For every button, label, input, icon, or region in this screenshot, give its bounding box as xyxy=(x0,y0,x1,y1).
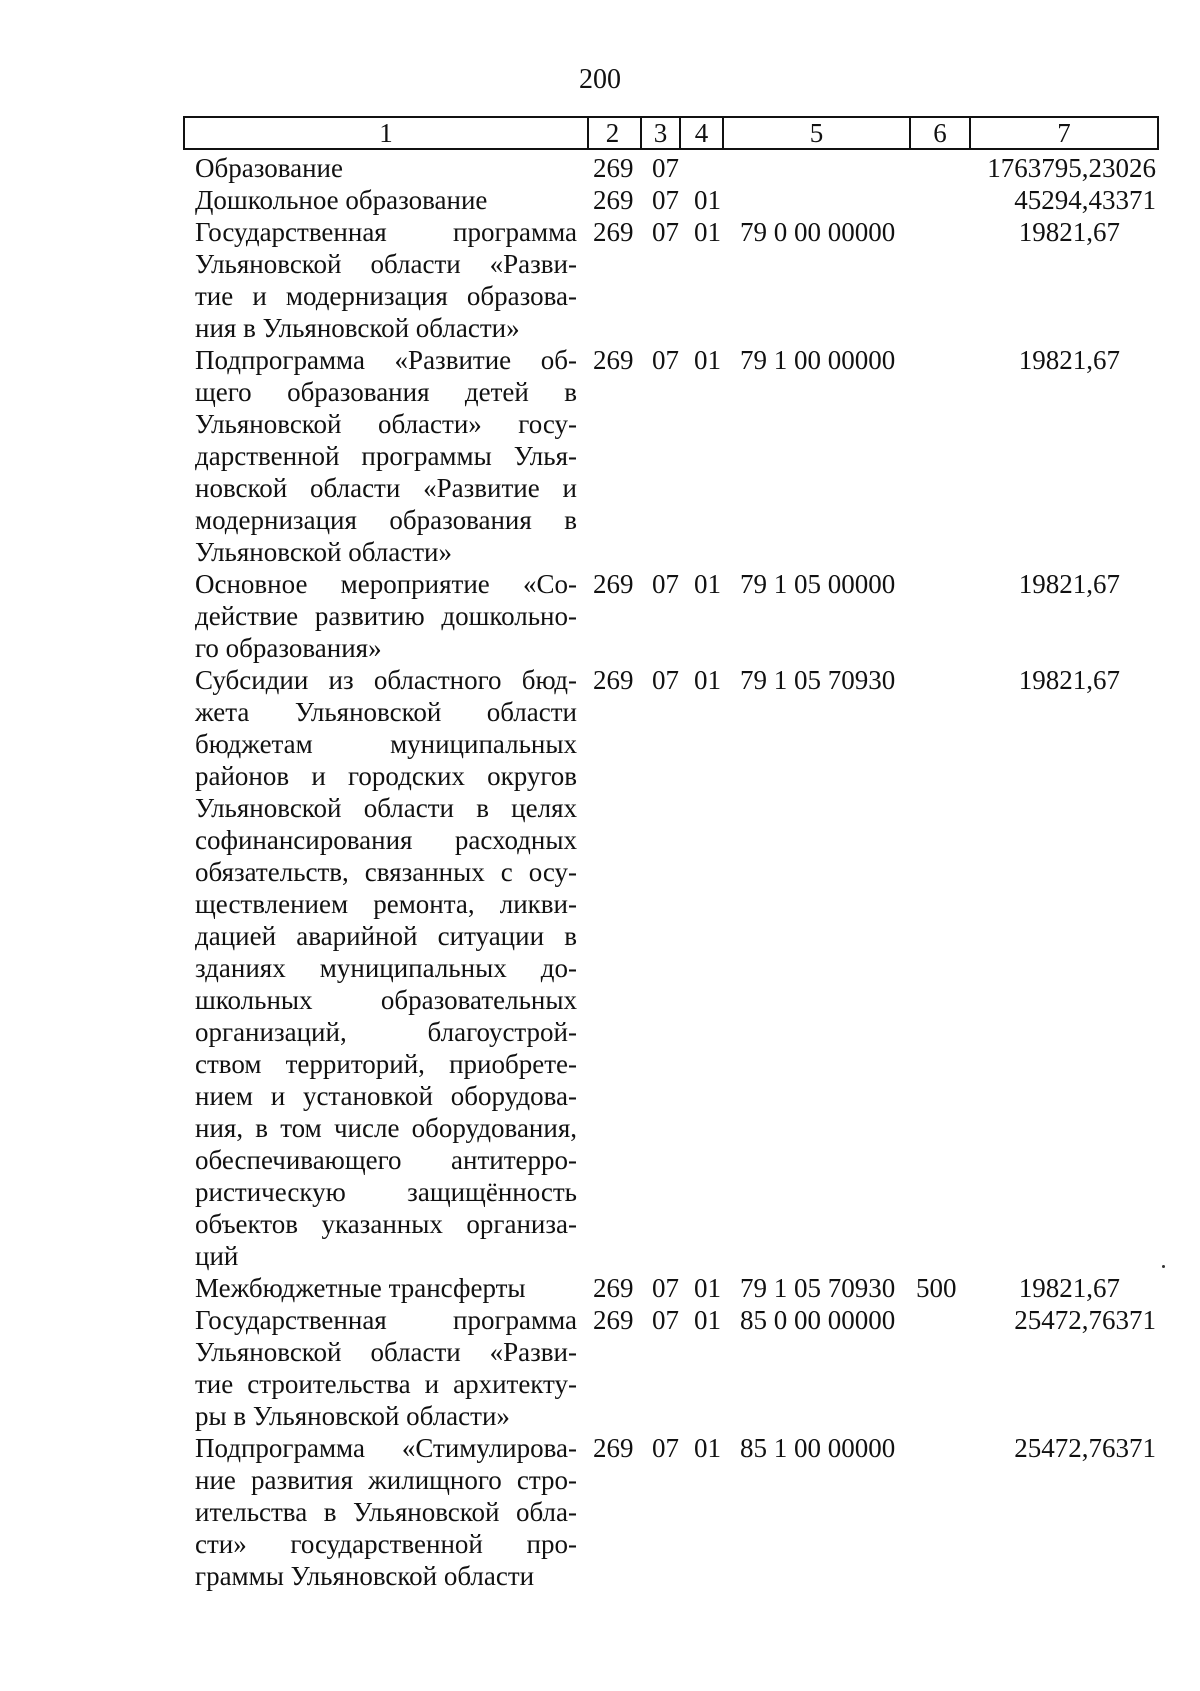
description-line: Подпрограмма «Развитие об- xyxy=(195,345,577,375)
description-line: обязательств, связанных с осу- xyxy=(195,857,577,887)
description-line: новской области «Развитие и xyxy=(195,473,577,503)
row-c4: 01 xyxy=(694,1305,721,1335)
header-col-1: 1 xyxy=(183,116,589,150)
row-c2: 269 xyxy=(593,569,634,599)
table-row xyxy=(0,152,1200,184)
description-line: ительства в Ульяновской обла- xyxy=(195,1497,577,1527)
description-line: граммы Ульяновской области xyxy=(195,1561,535,1591)
description-line: Основное мероприятие «Со- xyxy=(195,569,577,599)
scan-speck xyxy=(1162,1265,1165,1268)
description-line: дарственной программы Улья- xyxy=(195,441,577,471)
description-line: ством территорий, приобрете- xyxy=(195,1049,577,1079)
row-c3: 07 xyxy=(652,1305,679,1335)
row-amount: 1763795,23026 xyxy=(987,153,1156,183)
row-c3: 07 xyxy=(652,569,679,599)
description-line: Межбюджетные трансферты xyxy=(195,1273,526,1303)
description-line: Образование xyxy=(195,153,343,183)
row-c5: 85 1 00 00000 xyxy=(740,1433,896,1463)
table-row xyxy=(0,216,1200,344)
description-line: Ульяновской области» госу- xyxy=(195,409,577,439)
description-line: Государственная программа xyxy=(195,217,577,247)
row-c6: 500 xyxy=(916,1273,957,1303)
row-c2: 269 xyxy=(593,217,634,247)
row-amount: 25472,76371 xyxy=(1014,1305,1156,1335)
row-c5: 79 1 05 70930 xyxy=(740,1273,896,1303)
description-line: зданиях муниципальных до- xyxy=(195,953,577,983)
header-col-7: 7 xyxy=(971,116,1159,150)
row-c4: 01 xyxy=(694,1273,721,1303)
description-line: жета Ульяновской области xyxy=(195,697,577,727)
row-c2: 269 xyxy=(593,1305,634,1335)
row-c3: 07 xyxy=(652,153,679,183)
description-line: объектов указанных организа- xyxy=(195,1209,577,1239)
row-c5: 85 0 00 00000 xyxy=(740,1305,896,1335)
row-c2: 269 xyxy=(593,665,634,695)
row-c4: 01 xyxy=(694,185,721,215)
row-c2: 269 xyxy=(593,1433,634,1463)
description-line: нием и установкой оборудова- xyxy=(195,1081,577,1111)
description-line: Ульяновской области «Разви- xyxy=(195,249,577,279)
row-c5: 79 1 05 00000 xyxy=(740,569,896,599)
row-c2: 269 xyxy=(593,345,634,375)
row-amount: 19821,67 xyxy=(1018,217,1120,247)
description-line: школьных образовательных xyxy=(195,985,577,1015)
description-line: тие и модернизация образова- xyxy=(195,281,577,311)
row-c2: 269 xyxy=(593,185,634,215)
row-c4: 01 xyxy=(694,1433,721,1463)
row-amount: 19821,67 xyxy=(1018,345,1120,375)
table-row xyxy=(0,1272,1200,1304)
description-line: сти» государственной про- xyxy=(195,1529,577,1559)
row-description xyxy=(195,344,577,568)
table-row xyxy=(0,344,1200,568)
table-row xyxy=(0,1432,1200,1592)
description-line: щего образования детей в xyxy=(195,377,577,407)
table-body xyxy=(0,152,1200,1592)
description-line: ры в Ульяновской области» xyxy=(195,1401,510,1431)
description-line: Ульяновской области «Разви- xyxy=(195,1337,577,1367)
description-line: софинансирования расходных xyxy=(195,825,577,855)
row-c4: 01 xyxy=(694,569,721,599)
row-description xyxy=(195,216,577,344)
description-line: дацией аварийной ситуации в xyxy=(195,921,577,951)
row-c2: 269 xyxy=(593,153,634,183)
table-header xyxy=(183,116,1159,150)
header-col-5: 5 xyxy=(724,116,911,150)
row-c3: 07 xyxy=(652,665,679,695)
row-description xyxy=(195,152,577,184)
description-line: Ульяновской области в целях xyxy=(195,793,577,823)
row-amount: 19821,67 xyxy=(1018,665,1120,695)
description-line: организаций, благоустрой- xyxy=(195,1017,577,1047)
description-line: ния, в том числе оборудования, xyxy=(195,1113,577,1143)
description-line: ций xyxy=(195,1241,239,1271)
description-line: действие развитию дошкольно- xyxy=(195,601,577,631)
description-line: Дошкольное образование xyxy=(195,185,488,215)
description-line: Подпрограмма «Стимулирова- xyxy=(195,1433,577,1463)
row-description xyxy=(195,1432,577,1592)
description-line: тие строительства и архитекту- xyxy=(195,1369,577,1399)
header-col-4: 4 xyxy=(681,116,724,150)
table-row xyxy=(0,184,1200,216)
row-c3: 07 xyxy=(652,217,679,247)
row-amount: 19821,67 xyxy=(1018,569,1120,599)
row-c3: 07 xyxy=(652,345,679,375)
row-description xyxy=(195,1304,577,1432)
table-row xyxy=(0,1304,1200,1432)
row-c4: 01 xyxy=(694,665,721,695)
description-line: бюджетам муниципальных xyxy=(195,729,577,759)
row-c5: 79 0 00 00000 xyxy=(740,217,896,247)
description-line: ния в Ульяновской области» xyxy=(195,313,520,343)
row-c3: 07 xyxy=(652,1273,679,1303)
description-line: ристическую защищённость xyxy=(195,1177,577,1207)
table-row xyxy=(0,568,1200,664)
row-description xyxy=(195,184,577,216)
row-amount: 45294,43371 xyxy=(1014,185,1156,215)
description-line: Ульяновской области» xyxy=(195,537,453,567)
row-c3: 07 xyxy=(652,1433,679,1463)
row-c4: 01 xyxy=(694,217,721,247)
page-number: 200 xyxy=(579,64,621,95)
row-description xyxy=(195,568,577,664)
row-amount: 25472,76371 xyxy=(1014,1433,1156,1463)
description-line: го образования» xyxy=(195,633,382,663)
description-line: ние развития жилищного стро- xyxy=(195,1465,577,1495)
row-c2: 269 xyxy=(593,1273,634,1303)
row-description xyxy=(195,1272,577,1304)
row-description xyxy=(195,664,577,1272)
description-line: районов и городских округов xyxy=(195,761,577,791)
description-line: Государственная программа xyxy=(195,1305,577,1335)
row-c4: 01 xyxy=(694,345,721,375)
header-col-2: 2 xyxy=(585,116,642,150)
table-row xyxy=(0,664,1200,1272)
description-line: модернизация образования в xyxy=(195,505,577,535)
row-c5: 79 1 05 70930 xyxy=(740,665,896,695)
description-line: ществлением ремонта, ликви- xyxy=(195,889,577,919)
row-c3: 07 xyxy=(652,185,679,215)
header-col-6: 6 xyxy=(911,116,971,150)
row-c5: 79 1 00 00000 xyxy=(740,345,896,375)
row-amount: 19821,67 xyxy=(1018,1273,1120,1303)
description-line: Субсидии из областного бюд- xyxy=(195,665,577,695)
header-col-3: 3 xyxy=(642,116,681,150)
description-line: обеспечивающего антитерро- xyxy=(195,1145,577,1175)
